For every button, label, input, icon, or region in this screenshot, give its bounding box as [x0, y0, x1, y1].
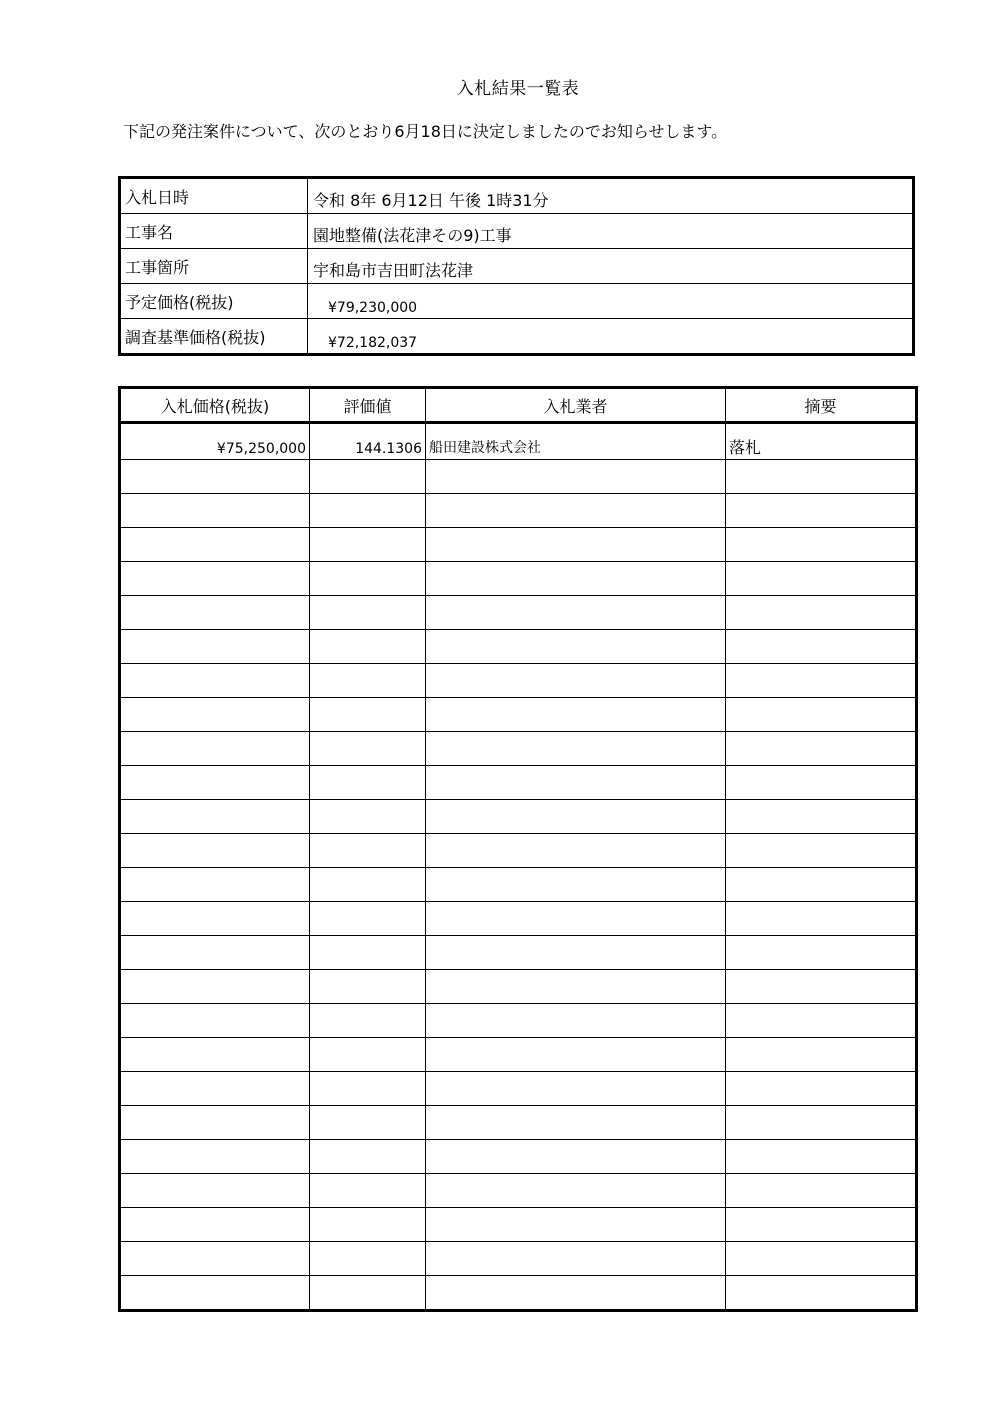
results-header-row: [120, 388, 917, 423]
score-cell: 144.1306: [310, 423, 426, 460]
bidder-cell: [426, 494, 726, 528]
bidder-cell: [426, 1072, 726, 1106]
bidder-cell: [426, 562, 726, 596]
remark-cell: [726, 1106, 917, 1140]
bid-price-cell: [120, 800, 310, 834]
bid-price-cell: [120, 970, 310, 1004]
info-value: ¥72,182,037: [308, 319, 914, 355]
remark-cell: [726, 834, 917, 868]
bidder-cell: [426, 1174, 726, 1208]
score-cell: [310, 562, 426, 596]
bidder-cell: [426, 1106, 726, 1140]
remark-cell: [726, 562, 917, 596]
bidder-cell: [426, 902, 726, 936]
bidder-cell: [426, 1038, 726, 1072]
score-cell: [310, 460, 426, 494]
remark-cell: [726, 1174, 917, 1208]
remark-cell: [726, 1072, 917, 1106]
info-value: 宇和島市吉田町法花津: [308, 249, 914, 284]
bidder-cell: [426, 630, 726, 664]
bid-price-cell: [120, 868, 310, 902]
info-row-date: [120, 178, 914, 214]
bid-price-cell: [120, 902, 310, 936]
remark-cell: [726, 596, 917, 630]
score-cell: [310, 902, 426, 936]
info-value: 令和 8年 6月12日 午後 1時31分: [308, 178, 914, 214]
info-label: 予定価格(税抜): [120, 284, 308, 319]
bid-price-cell: [120, 630, 310, 664]
table-row: [120, 732, 917, 766]
table-row: [120, 800, 917, 834]
table-row: [120, 1276, 917, 1311]
bid-price-cell: [120, 1004, 310, 1038]
info-row-location: [120, 249, 914, 284]
score-cell: [310, 1174, 426, 1208]
bid-price-cell: [120, 1140, 310, 1174]
score-cell: [310, 868, 426, 902]
bid-results-table: [118, 386, 918, 1312]
table-row: [120, 664, 917, 698]
score-cell: [310, 494, 426, 528]
score-cell: [310, 970, 426, 1004]
bidder-cell: [426, 1140, 726, 1174]
page-title: 入札結果一覧表: [456, 79, 580, 99]
bidder-cell: [426, 1208, 726, 1242]
header-bidder: 入札業者: [426, 388, 726, 423]
bid-price-cell: [120, 1208, 310, 1242]
score-cell: [310, 1106, 426, 1140]
info-row-project-name: [120, 214, 914, 249]
table-row: [120, 596, 917, 630]
header-bid-price: 入札価格(税抜): [120, 388, 310, 423]
remark-cell: [726, 936, 917, 970]
score-cell: [310, 528, 426, 562]
table-row: [120, 1072, 917, 1106]
score-cell: [310, 732, 426, 766]
bidder-cell: [426, 596, 726, 630]
table-row: [120, 1106, 917, 1140]
info-row-standard-price: [120, 319, 914, 355]
info-label: 入札日時: [120, 178, 308, 214]
bidder-cell: 船田建設株式会社: [426, 423, 726, 460]
bidder-cell: [426, 1242, 726, 1276]
info-label: 調査基準価格(税抜): [120, 319, 308, 355]
remark-cell: [726, 1208, 917, 1242]
table-row: [120, 936, 917, 970]
header-remark: 摘要: [726, 388, 917, 423]
bid-price-cell: ¥75,250,000: [120, 423, 310, 460]
info-row-planned-price: [120, 284, 914, 319]
notice-text: 下記の発注案件について、次のとおり6月18日に決定しましたのでお知らせします。: [123, 122, 728, 141]
bid-price-cell: [120, 494, 310, 528]
bid-price-cell: [120, 528, 310, 562]
table-row: [120, 460, 917, 494]
bidder-cell: [426, 528, 726, 562]
remark-cell: [726, 1242, 917, 1276]
remark-cell: [726, 732, 917, 766]
score-cell: [310, 1276, 426, 1311]
bid-price-cell: [120, 562, 310, 596]
remark-cell: [726, 630, 917, 664]
score-cell: [310, 766, 426, 800]
table-row: [120, 902, 917, 936]
bid-price-cell: [120, 664, 310, 698]
table-row: [120, 1038, 917, 1072]
bidder-cell: [426, 664, 726, 698]
remark-cell: [726, 868, 917, 902]
remark-cell: [726, 494, 917, 528]
bidder-cell: [426, 800, 726, 834]
remark-cell: [726, 460, 917, 494]
info-label: 工事箇所: [120, 249, 308, 284]
bidder-cell: [426, 460, 726, 494]
score-cell: [310, 630, 426, 664]
score-cell: [310, 1208, 426, 1242]
bid-price-cell: [120, 936, 310, 970]
score-cell: [310, 1004, 426, 1038]
bid-price-cell: [120, 732, 310, 766]
table-row: [120, 834, 917, 868]
table-row: [120, 1208, 917, 1242]
bid-price-cell: [120, 1242, 310, 1276]
bidder-cell: [426, 1276, 726, 1311]
score-cell: [310, 936, 426, 970]
table-row: [120, 1004, 917, 1038]
score-cell: [310, 664, 426, 698]
table-row: [120, 1174, 917, 1208]
table-row: [120, 494, 917, 528]
header-score: 評価値: [310, 388, 426, 423]
score-cell: [310, 1140, 426, 1174]
bidder-cell: [426, 936, 726, 970]
table-row: [120, 698, 917, 732]
score-cell: [310, 698, 426, 732]
bid-price-cell: [120, 1072, 310, 1106]
remark-cell: [726, 698, 917, 732]
bidder-cell: [426, 834, 726, 868]
remark-cell: [726, 528, 917, 562]
bidder-cell: [426, 1004, 726, 1038]
remark-cell: [726, 1038, 917, 1072]
score-cell: [310, 1072, 426, 1106]
table-row: [120, 868, 917, 902]
bid-price-cell: [120, 1038, 310, 1072]
bid-price-cell: [120, 698, 310, 732]
bid-price-cell: [120, 834, 310, 868]
table-row: [120, 766, 917, 800]
info-label: 工事名: [120, 214, 308, 249]
score-cell: [310, 1242, 426, 1276]
table-row: [120, 630, 917, 664]
remark-cell: [726, 902, 917, 936]
bidder-cell: [426, 970, 726, 1004]
table-row: [120, 528, 917, 562]
remark-cell: [726, 1276, 917, 1311]
score-cell: [310, 834, 426, 868]
bidder-cell: [426, 732, 726, 766]
remark-cell: [726, 970, 917, 1004]
remark-cell: [726, 664, 917, 698]
remark-cell: 落札: [726, 423, 917, 460]
remark-cell: [726, 766, 917, 800]
bid-price-cell: [120, 460, 310, 494]
remark-cell: [726, 800, 917, 834]
bid-price-cell: [120, 1106, 310, 1140]
table-row: [120, 423, 917, 460]
bid-price-cell: [120, 596, 310, 630]
bidder-cell: [426, 766, 726, 800]
remark-cell: [726, 1140, 917, 1174]
score-cell: [310, 596, 426, 630]
table-row: [120, 970, 917, 1004]
bid-price-cell: [120, 1174, 310, 1208]
score-cell: [310, 800, 426, 834]
info-value: ¥79,230,000: [308, 284, 914, 319]
bid-price-cell: [120, 1276, 310, 1311]
bidder-cell: [426, 868, 726, 902]
bid-info-table: [118, 176, 915, 356]
score-cell: [310, 1038, 426, 1072]
table-row: [120, 1140, 917, 1174]
remark-cell: [726, 1004, 917, 1038]
table-row: [120, 562, 917, 596]
bidder-cell: [426, 698, 726, 732]
bid-price-cell: [120, 766, 310, 800]
info-value: 園地整備(法花津その9)工事: [308, 214, 914, 249]
table-row: [120, 1242, 917, 1276]
